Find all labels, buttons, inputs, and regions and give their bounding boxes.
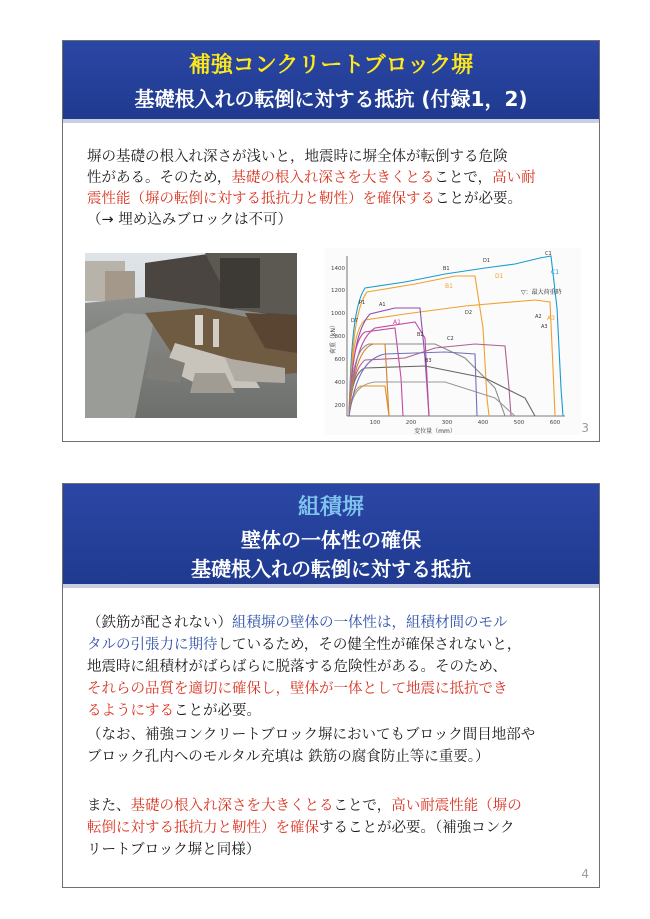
y-tick-label: 800 [334, 334, 345, 340]
slide-reinforced-block-wall [62, 40, 600, 442]
paragraph-line: 転倒に対する抵抗力と靭性）を確保することが必要。（補強コンク [87, 820, 515, 836]
slide-title: 補強コンクリートブロック塀 [188, 53, 474, 78]
paragraph-line: 震性能（塀の転倒に対する抵抗力と靭性）を確保することが必要。 [87, 191, 522, 207]
curve-label: B2 [417, 332, 424, 338]
y-tick-label: 200 [334, 403, 345, 409]
paragraph-line: 地震時に組積材がばらばらに脱落する危険性がある。そのため、 [87, 659, 507, 675]
x-tick-label: 400 [477, 420, 489, 426]
curve-label: D2 [465, 310, 473, 316]
curve-label: D1 [495, 273, 504, 280]
slide-header [63, 484, 599, 584]
curve-label: B1 [445, 283, 453, 290]
curve-label: C1 [551, 269, 560, 276]
slide-body-paragraph [87, 147, 587, 231]
graph-legend: ▽：最大荷重時 [521, 289, 562, 296]
paragraph-line: （→ 埋め込みブロックは不可） [87, 212, 292, 228]
x-tick-label: 300 [441, 420, 453, 426]
paragraph-line: リートブロック塀と同様） [87, 842, 261, 858]
paragraph-line: タルの引張力に期待しているため，その健全性が確保されないと， [87, 637, 522, 653]
y-tick-label: 400 [334, 380, 345, 386]
curve-label: A1 [393, 319, 401, 326]
y-tick-label: 1200 [331, 288, 345, 294]
load-displacement-graph [325, 248, 581, 435]
curve-label: B3 [425, 358, 432, 364]
x-tick-label: 500 [513, 420, 525, 426]
curve-label: A1 [379, 302, 386, 308]
paragraph-note [87, 724, 587, 768]
paragraph-integrity [87, 612, 587, 722]
slide-subtitle-1: 壁体の一体性の確保 [241, 528, 421, 552]
curve-label: B1 [443, 266, 450, 272]
page-number: 3 [581, 421, 589, 435]
paragraph-line: （なお、補強コンクリートブロック塀においてもブロック間目地部や [87, 727, 536, 743]
paragraph-line: るようにすることが必要。 [87, 703, 261, 719]
y-tick-label: 600 [334, 357, 345, 363]
x-tick-label: 600 [549, 420, 561, 426]
header-divider [63, 584, 599, 588]
y-tick-label: 1400 [331, 266, 345, 272]
paragraph-line: それらの品質を適切に確保し，壁体が一体として地震に抵抗でき [87, 681, 508, 697]
curve-label: A3 [547, 315, 555, 322]
slide-subtitle: 基礎根入れの転倒に対する抵抗 (付録1，2) [134, 87, 528, 111]
collapsed-wall-photo [85, 253, 297, 418]
curve-label: P1 [359, 300, 366, 306]
y-axis-label: 荷重（kN） [330, 322, 337, 354]
header-divider [63, 119, 599, 123]
curve-label: D7 [351, 318, 359, 324]
paragraph-line: （鉄筋が配されない）組積塀の壁体の一体性は，組積材間のモル [87, 615, 508, 631]
slide-masonry-wall [62, 483, 600, 888]
paragraph-line: 性がある。そのため，基礎の根入れ深さを大きくとることで，高い耐 [87, 170, 536, 186]
paragraph-line: 塀の基礎の根入れ深さが浅いと，地震時に塀全体が転倒する危険 [87, 149, 508, 165]
paragraph-foundation [87, 795, 587, 861]
y-tick-label: 1000 [331, 311, 345, 317]
curve-label: D1 [483, 258, 491, 264]
x-tick-label: 100 [369, 420, 381, 426]
page-number: 4 [581, 867, 589, 881]
curve-label: C2 [447, 336, 454, 342]
slide-header [63, 41, 599, 119]
curve-label: A3 [541, 324, 548, 330]
paragraph-line: ブロック孔内へのモルタル充填は 鉄筋の腐食防止等に重要。） [87, 749, 490, 765]
curve-label: A2 [535, 314, 542, 320]
slide-title: 組積塀 [297, 495, 364, 520]
slide-subtitle-2: 基礎根入れの転倒に対する抵抗 [191, 557, 471, 581]
curve-label: C1 [545, 251, 552, 257]
x-axis-label: 変位量（mm） [414, 428, 456, 435]
paragraph-line: また、基礎の根入れ深さを大きくとることで，高い耐震性能（塀の [87, 798, 522, 814]
x-tick-label: 200 [405, 420, 417, 426]
